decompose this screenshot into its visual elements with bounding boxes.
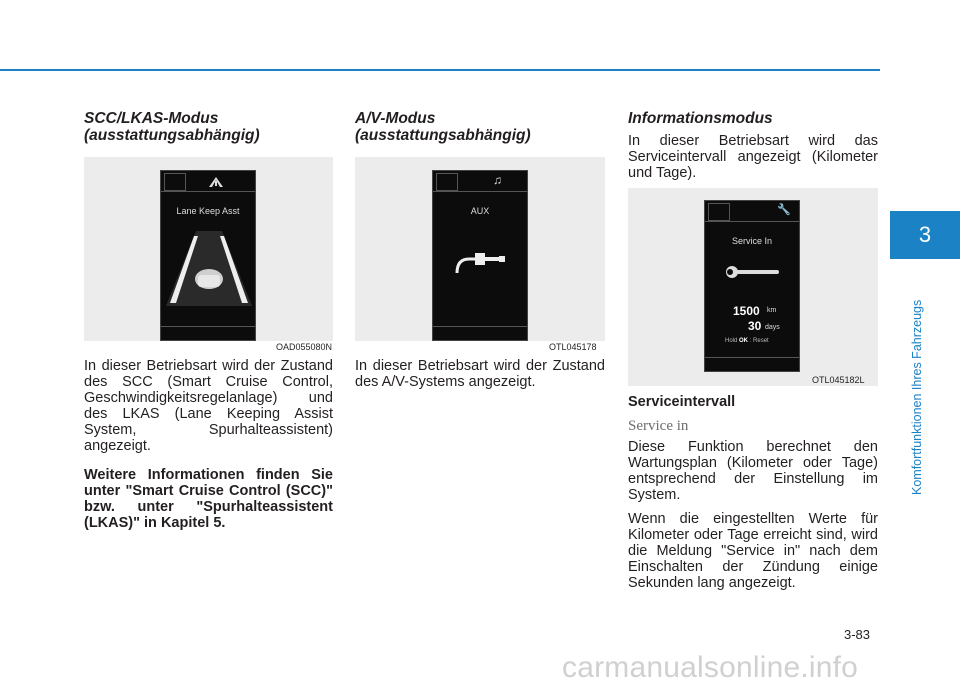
screen-divider-bottom — [161, 326, 255, 327]
heading-info: Informationsmodus — [628, 110, 773, 127]
screen-tab-box — [708, 203, 730, 221]
chapter-title-text: Komfortfunktionen Ihres Fahrzeugs — [910, 299, 924, 495]
figure-service — [628, 188, 878, 386]
screen-divider — [161, 191, 255, 192]
km-unit: km — [767, 307, 777, 314]
column-av-text — [355, 358, 605, 390]
paragraph-lkas-reference: Weitere Informationen finden Sie unter "Smart Cruise Control (SCC)" bzw. unter "Spurhalteassistent (LKAS)" in Kapitel 5. — [84, 467, 333, 531]
screen-divider-bottom — [705, 357, 799, 358]
paragraph-av-description: In dieser Betriebsart wird der Zustand des A/V-Systems angezeigt. — [355, 358, 605, 390]
column-av — [355, 110, 605, 144]
subsection-title-service-in: Service in — [628, 418, 689, 434]
screen-label-av: AUX — [470, 206, 490, 216]
column-info — [628, 110, 878, 181]
column-scc-lkas — [84, 110, 333, 144]
paragraph-info-intro: In dieser Betriebsart wird das Serviceintervall angezeigt (Kilometer und Tage). — [628, 133, 878, 181]
screen-divider-bottom — [433, 326, 527, 327]
days-value: 30 — [748, 319, 762, 333]
service-wrench-icon — [725, 265, 781, 279]
screen-tab-box — [436, 173, 458, 191]
music-note-icon: ♫ — [493, 173, 502, 187]
paragraph-service-message: Wenn die eingestellten Werte für Kilometer oder Tage erreicht sind, wird die Meldung "Service in" nach dem Einschalten der Zündung einige Sekunden lang angezeigt. — [628, 511, 878, 591]
section-title-serviceintervall: Serviceintervall — [628, 394, 736, 410]
figure-code-service: OTL045182L — [812, 375, 865, 385]
paragraph-lkas-description: In dieser Betriebsart wird der Zustand des SCC (Smart Cruise Control, Geschwindigkeitsregelanlage) und des LKAS (Lane Keeping Assist System, Spurhalteassistent) angezeigt. — [84, 358, 333, 454]
screen-tab-box — [164, 173, 186, 191]
figure-code-av: OTL045178 — [549, 342, 597, 352]
hold-ok-reset: Hold OK : Reset — [725, 338, 769, 344]
heading-av: A/V-Modus (ausstattungsabhängig) — [355, 110, 531, 144]
screen-divider — [433, 191, 527, 192]
chapter-tab: 3 — [890, 211, 960, 259]
header-rule — [0, 69, 880, 71]
column-info-text — [628, 394, 878, 591]
figure-lkas — [84, 157, 333, 341]
figure-code-lkas: OAD055080N — [276, 342, 333, 352]
cluster-screen-service — [704, 200, 800, 372]
lane-icon — [209, 177, 223, 187]
lane-car-graphic — [166, 231, 252, 306]
watermark: carmanualsonline.info — [562, 651, 859, 684]
km-value: 1500 — [733, 304, 760, 318]
heading-scc-lkas: SCC/LKAS-Modus (ausstattungsabhängig) — [84, 110, 260, 144]
service-in-label: Service In — [731, 236, 773, 246]
cluster-screen-av — [432, 170, 528, 341]
screen-label-lkas: Lane Keep Asst — [176, 206, 240, 216]
aux-plug-icon — [455, 247, 507, 277]
cluster-screen-lkas — [160, 170, 256, 341]
column-scc-lkas-text — [84, 358, 333, 531]
chapter-side-title — [907, 290, 927, 500]
screen-divider — [705, 221, 799, 222]
wrench-icon: 🔧 — [777, 204, 791, 216]
days-unit: days — [765, 324, 780, 331]
paragraph-service-function: Diese Funktion berechnet den Wartungsplan (Kilometer oder Tage) entsprechend der Einstellung im System. — [628, 439, 878, 503]
page-number: 3-83 — [844, 627, 871, 642]
figure-av — [355, 157, 605, 341]
